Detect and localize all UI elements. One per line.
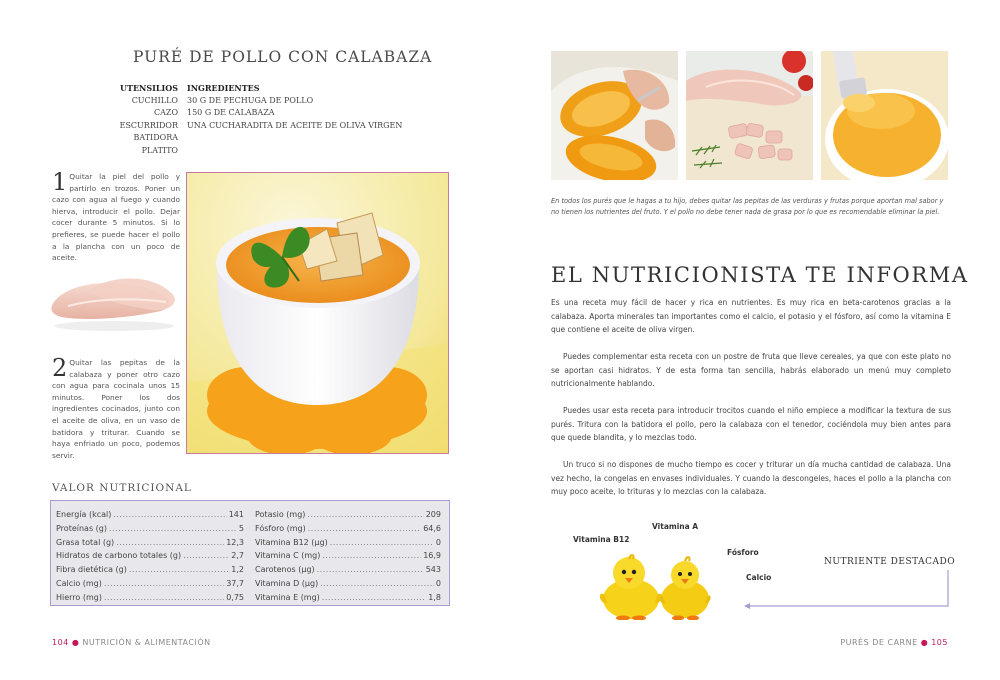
nutrition-row: Vitamina E (mg) ..... 1,8 — [255, 591, 441, 605]
featured-nutrient-label: NUTRIENTE DESTACADO — [824, 557, 956, 567]
nutrition-row: Proteínas (g) ..... 5 — [56, 522, 244, 536]
paragraph: Puedes usar esta receta para introducir trocitos cuando el niño empiece a modificar la textura de sus purés. Tritura con la batidora el pollo, pero la calabaza con el tenedor, cociéndola muy bien antes para que quede blandita, y lo mezclas todo. — [551, 406, 951, 442]
utensil-item: BATIDORA — [133, 133, 178, 143]
nutrition-row: Vitamina D (µg) ..... 0 — [255, 577, 441, 591]
nutrition-row: Vitamina B12 (µg) ..... 0 — [255, 536, 441, 550]
ingredient-item: 150 G DE CALABAZA — [187, 108, 275, 118]
step-2 — [52, 354, 180, 461]
nutrition-column-left — [56, 508, 244, 605]
pumpkin-cutting-photo — [551, 51, 678, 180]
nutrient-label-phosphorus: Fósforo — [727, 548, 759, 557]
nutrition-row: Vitamina C (mg) ..... 16,9 — [255, 549, 441, 563]
paragraph: Es una receta muy fácil de hacer y rica en nutrientes. Es muy rica en beta-carotenos gracias a la calabaza. Aporta minerales tan importantes como el calcio, el potasio y el fósforo, así como la vitamina E que contiene el aceite de oliva virgen. — [551, 298, 951, 334]
connector-arrow-icon — [740, 567, 950, 612]
nutrient-label-b12: Vitamina B12 — [573, 535, 630, 544]
section-name: PURÉS DE CARNE — [840, 638, 918, 647]
ingredient-item: UNA CUCHARADITA DE ACEITE DE OLIVA VIRGEN — [187, 120, 403, 130]
nutrient-label-vitamin-a: Vitamina A — [652, 522, 699, 531]
nutrition-row: Hierro (mg) ..... 0,75 — [56, 591, 244, 605]
footer-right — [840, 638, 948, 647]
chicken-pieces-image — [686, 51, 813, 180]
step-text: Quitar la piel del pollo y partirlo en trozos. Poner un cazo con agua al fuego y cuando hierva, introducir el pollo. Dejar cocer durante 5 minutos. Si lo prefieres, se puede hacer el pollo a la plancha con un poco de aceite. — [52, 172, 180, 263]
nutrition-row: Carotenos (µg) ..... 543 — [255, 563, 441, 577]
paragraph: Puedes complementar esta receta con un postre de fruta que lleve cereales, ya que con este plato no se aportan casi hidratos. Y de esta forma tan sencilla, habrás elaborado un menú muy completo nutricionalmente hablando. — [551, 352, 951, 388]
chicken-cutting-photo — [686, 51, 813, 180]
chicken-breast-image — [48, 262, 180, 334]
blending-photo — [821, 51, 948, 180]
utensils-heading: UTENSILIOS — [120, 83, 178, 93]
nutrition-row: Potasio (mg) ..... 209 — [255, 508, 441, 522]
photo-caption: En todos los purés que le hagas a tu hijo, debes quitar las pepitas de las verduras y frutas porque aportan mal sabor y no tienen los nutrientes del fruto. Y el pollo no debe tener nada de grasa por lo que es recomendable eliminar la piel. — [551, 197, 944, 216]
utensil-item: ESCURRIDOR — [119, 120, 178, 130]
utensil-item: CUCHILLO — [131, 95, 178, 105]
utensil-item: CAZO — [153, 108, 178, 118]
utensils-list — [100, 82, 178, 158]
nutrition-column-right — [255, 508, 441, 605]
paragraph: Un truco si no dispones de mucho tiempo es cocer y triturar un día mucha cantidad de calabaza. Una vez hecho, la congelas en envases individuales. Y cuando la descongeles, haces el pollo a la plancha con muy poco aceite, lo trituras y lo mezclas con la calabaza. — [551, 460, 951, 496]
nutrition-row: Energía (kcal) ..... 141 — [56, 508, 244, 522]
utensil-item: PLATITO — [141, 145, 178, 155]
step-1 — [52, 168, 180, 264]
page-number: 105 — [931, 638, 948, 647]
chick-left-icon — [600, 555, 662, 620]
recipe-title: PURÉ DE POLLO CON CALABAZA — [133, 48, 433, 66]
nutrition-row: Grasa total (g) ..... 12,3 — [56, 536, 244, 550]
chicks-illustration — [593, 545, 721, 620]
page-number: 104 — [52, 638, 69, 647]
nutrition-row: Fibra dietética (g) ..... 1,2 — [56, 563, 244, 577]
nutrition-row: Fósforo (mg) ..... 64,6 — [255, 522, 441, 536]
pumpkin-soup-image — [187, 173, 449, 454]
nutrition-row: Hidratos de carbono totales (g) ..... 2,7 — [56, 549, 244, 563]
chick-right-icon — [659, 557, 710, 620]
section-name: NUTRICIÓN & ALIMENTACIÓN — [82, 638, 211, 647]
nutrition-row: Calcio (mg) ..... 37,7 — [56, 577, 244, 591]
soup-photo — [186, 172, 449, 454]
nutrition-table — [50, 500, 450, 606]
ingredients-heading: INGREDIENTES — [187, 83, 260, 93]
nutrient-label-calcium: Calcio — [746, 573, 772, 582]
step-number: 2 — [52, 354, 68, 382]
pumpkin-image — [551, 51, 678, 180]
nutrition-title: VALOR NUTRICIONAL — [52, 482, 192, 494]
ingredients-list — [187, 82, 447, 132]
nutritionist-body — [551, 296, 951, 512]
step-number: 1 — [52, 168, 68, 196]
blender-puree-image — [821, 51, 948, 180]
nutritionist-title: EL NUTRICIONISTA TE INFORMA — [551, 263, 969, 287]
bullet-icon: ● — [71, 638, 80, 647]
bullet-icon: ● — [920, 638, 929, 647]
ingredient-item: 30 G DE PECHUGA DE POLLO — [187, 95, 314, 105]
step-text: Quitar las pepitas de la calabaza y poner otro cazo con agua para cocinala unos 15 minutos. Poner los dos ingredientes cocinados, junto con el aceite de oliva, en un vaso de batidora y triturar. Cuando se haya enfriado un poco, podemos servir. — [52, 358, 180, 460]
footer-left — [52, 638, 211, 647]
